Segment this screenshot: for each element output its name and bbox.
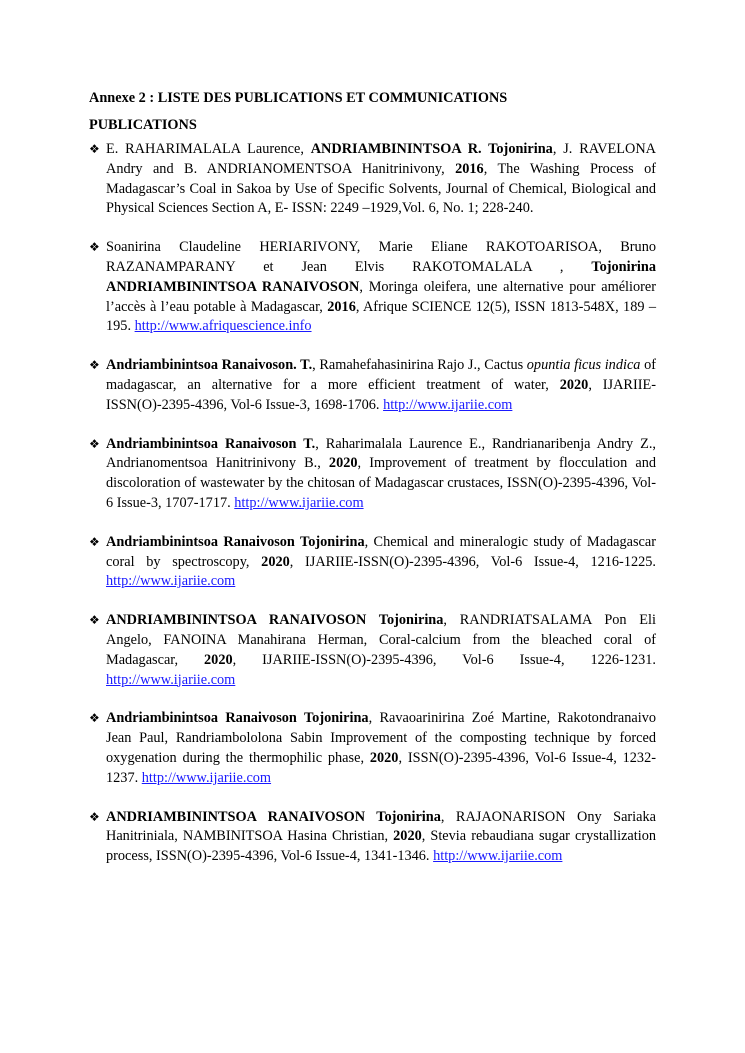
diamond-bullet-icon: ❖ bbox=[89, 534, 100, 549]
diamond-bullet-icon: ❖ bbox=[89, 613, 100, 628]
annex-title: Annexe 2 : LISTE DES PUBLICATIONS ET COMMUNICATIONS bbox=[89, 90, 508, 106]
publication-item: ❖ Andriambinintsoa Ranaivoson T., Raharimalala Laurence E., Randrianaribenja Andry Z., Andrianomentsoa Hanitrinivony B., 2020, Improvement of treatment by flocculation and discoloration of wastewater by the chitosan of Madagascar crustaces, ISSN(O)-2395-4396, Vol-6 Issue-3, 1707-1717. http://www.ijariie.com bbox=[89, 435, 656, 511]
diamond-bullet-icon: ❖ bbox=[89, 436, 100, 451]
diamond-bullet-icon: ❖ bbox=[89, 711, 100, 726]
publication-item: ❖ Soanirina Claudeline HERIARIVONY, Marie Eliane RAKOTOARISOA, Bruno RAZANAMPARANY et Jean Elvis RAKOTOMALALA , Tojonirina ANDRIAMBININTSOA RANAIVOSON, Moringa oleifera, une alternative pour améliorer l’accès à l’eau potable à Madagascar, 2016, Afrique SCIENCE 12(5), ISSN 1813-548X, 189 – 195. http://www.afriquescience.info bbox=[89, 239, 656, 335]
publication-item: ❖ E. RAHARIMALALA Laurence, ANDRIAMBININTSOA R. Tojonirina, J. RAVELONA Andry and B. ANDRIANOMENTSOA Hanitrinivony, 2016, The Washing Process of Madagascar’s Coal in Sakoa by Use of Specific Solvents, Journal of Chemical, Biological and Physical Sciences Section A, E- ISSN: 2249 –1929,Vol. 6, No. 1; 228-240. bbox=[89, 141, 656, 217]
diamond-bullet-icon: ❖ bbox=[89, 142, 100, 156]
publication-list bbox=[89, 140, 656, 886]
publication-link[interactable]: http://www.ijariie.com bbox=[433, 848, 563, 865]
publication-item: ❖ ANDRIAMBININTSOA RANAIVOSON Tojonirina, RANDRIATSALAMA Pon Eli Angelo, FANOINA Manahirana Herman, Coral-calcium from the bleached coral of Madagascar, 2020, IJARIIE-ISSN(O)-2395-4396, Vol-6 Issue-4, 1226-1231. http://www.ijariie.com bbox=[89, 612, 656, 688]
diamond-bullet-icon: ❖ bbox=[89, 240, 100, 255]
section-title: PUBLICATIONS bbox=[89, 117, 197, 133]
publication-link[interactable]: http://www.ijariie.com bbox=[106, 671, 236, 688]
diamond-bullet-icon: ❖ bbox=[89, 809, 100, 824]
publication-item: ❖ Andriambinintsoa Ranaivoson Tojonirina, Ravaoarinirina Zoé Martine, Rakotondranaivo Jean Paul, Randriambololona Sabin Improvement of the composting technique by forced oxygenation during the thermophilic phase, 2020, ISSN(O)-2395-4396, Vol-6 Issue-4, 1232-1237. http://www.ijariie.com bbox=[89, 710, 656, 786]
publication-link[interactable]: http://www.ijariie.com bbox=[141, 769, 272, 786]
publication-link[interactable]: http://www.ijariie.com bbox=[234, 494, 364, 511]
publication-link[interactable]: http://www.ijariie.com bbox=[106, 573, 236, 590]
publication-link[interactable]: http://www.ijariie.com bbox=[383, 396, 513, 413]
publication-item: ❖ Andriambinintsoa Ranaivoson Tojonirina, Chemical and mineralogic study of Madagascar coral by spectroscopy, 2020, IJARIIE-ISSN(O)-2395-4396, Vol-6 Issue-4, 1216-1225. http://www.ijariie.com bbox=[89, 533, 656, 590]
diamond-bullet-icon: ❖ bbox=[89, 358, 100, 373]
publication-item: ❖ Andriambinintsoa Ranaivoson. T., Ramahefahasinirina Rajo J., Cactus opuntia ficus indica of madagascar, an alternative for a more efficient treatment of water, 2020, IJARIIE-ISSN(O)-2395-4396, Vol-6 Issue-3, 1698-1706. http://www.ijariie.com bbox=[89, 357, 656, 413]
publication-item: ❖ ANDRIAMBININTSOA RANAIVOSON Tojonirina, RAJAONARISON Ony Sariaka Hanitriniala, NAMBINITSOA Hasina Christian, 2020, Stevia rebaudiana sugar crystallization process, ISSN(O)-2395-4396, Vol-6 Issue-4, 1341-1346. http://www.ijariie.com bbox=[89, 808, 656, 865]
publication-link[interactable]: http://www.afriquescience.info bbox=[134, 318, 312, 335]
